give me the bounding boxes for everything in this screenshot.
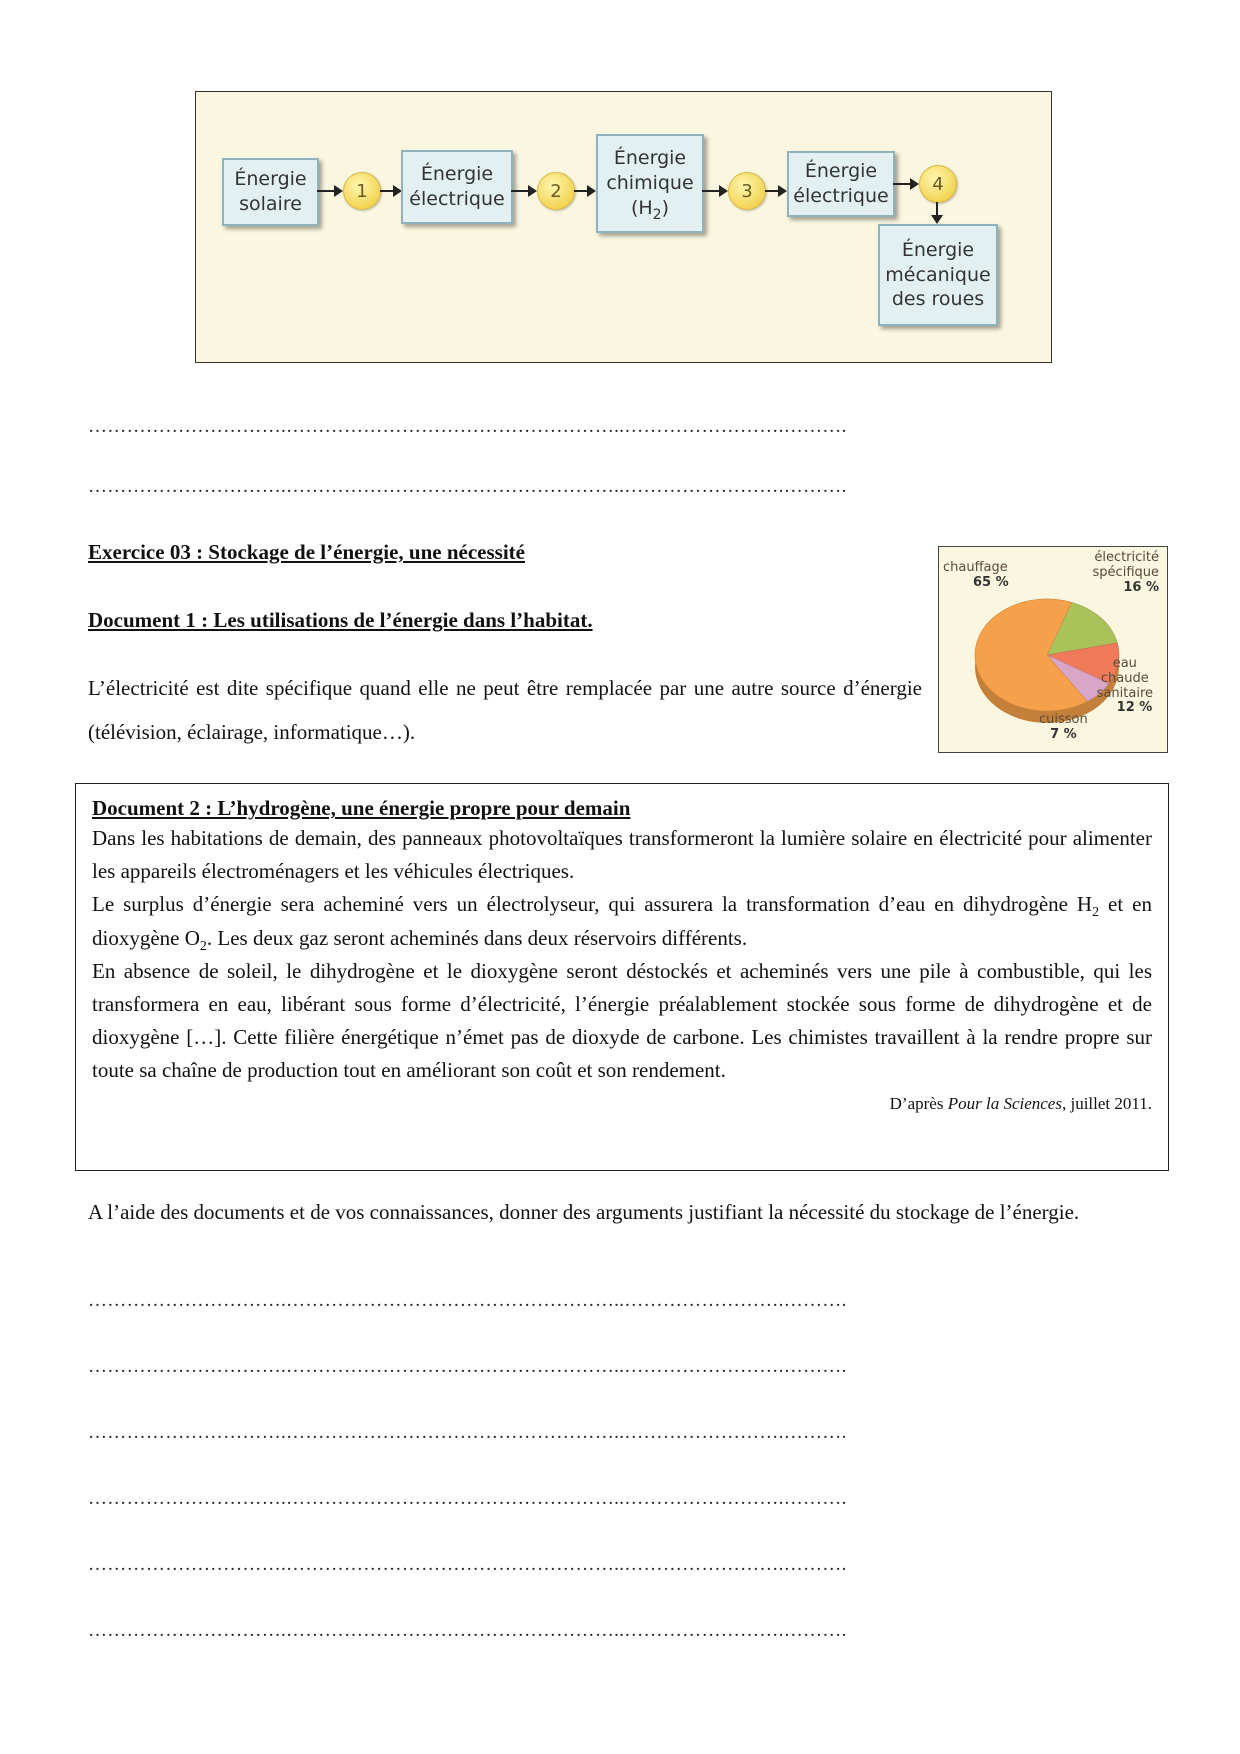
doc2-source [92, 1094, 1152, 1114]
answer-line[interactable]: ………………………….……………………………………………..…………………….………. [88, 416, 847, 437]
box-energie-chimique [596, 134, 704, 233]
subscript: 2 [1092, 905, 1100, 921]
step-number: 2 [550, 180, 562, 202]
step-4 [919, 165, 957, 203]
box-energie-electrique-2 [787, 151, 895, 217]
slice-label: sanitaire [1096, 685, 1153, 701]
step-1 [343, 172, 381, 210]
doc2-title: Document 2 : L’hydrogène, une énergie propre pour demain [92, 796, 631, 820]
answer-line[interactable]: ………………………….……………………………………………..…………………….………. [88, 1488, 847, 1509]
doc1-title: Document 1 : Les utilisations de l’énergie dans l’habitat. [88, 608, 593, 632]
box-line: électrique [793, 185, 889, 207]
slice-value: 7 % [1050, 726, 1077, 742]
subscript: 2 [199, 938, 207, 954]
source-title: Pour la Sciences [947, 1093, 1062, 1113]
text-run: Le surplus d’énergie sera acheminé vers un électrolyseur, qui assurera la transformation d’eau en dihydrogène H [92, 892, 1093, 917]
answer-line[interactable]: ………………………….……………………………………………..…………………….………. [88, 1554, 847, 1575]
slice-label: cuisson [1039, 712, 1088, 727]
arrow [511, 190, 535, 192]
label-cuisson [1039, 713, 1088, 743]
box-line: Énergie [901, 238, 975, 261]
formula-text: ) [661, 196, 670, 219]
doc2-paragraph-2 [92, 888, 1152, 954]
box-line: solaire [239, 193, 302, 215]
answer-line[interactable]: ………………………….……………………………………………..…………………….………. [88, 1422, 847, 1443]
slice-label: eau [1112, 656, 1137, 671]
document-2-box [75, 783, 1169, 1171]
question-text: A l’aide des documents et de vos connaissances, donner des arguments justifiant la nécessité du stockage de l’énergie. [88, 1200, 1080, 1224]
energy-use-pie-chart [938, 546, 1168, 753]
source-prefix: D’après [889, 1093, 948, 1113]
step-2 [537, 172, 575, 210]
text-run: . Les deux gaz seront acheminés dans deux réservoirs différents. [206, 925, 748, 950]
slice-value: 16 % [1123, 579, 1159, 595]
arrow [574, 190, 594, 192]
answer-line[interactable]: ………………………….……………………………………………..…………………….………. [88, 1290, 847, 1311]
box-line [598, 196, 702, 221]
arrow [702, 190, 726, 192]
label-eau-chaude-sanitaire [1096, 656, 1153, 715]
energy-flow-diagram [195, 91, 1052, 363]
answer-line[interactable]: ………………………….……………………………………………..…………………….………. [88, 1620, 847, 1641]
doc1-text: L’électricité est dite spécifique quand elle ne peut être remplacée par une autre source d’énergie (télévision, éclairage, informatique…). [88, 676, 922, 744]
slice-label: chaude [1100, 670, 1149, 686]
arrow [765, 190, 785, 192]
source-suffix: , juillet 2011. [1061, 1093, 1152, 1113]
answer-line[interactable]: ………………………….……………………………………………..…………………….………. [88, 1356, 847, 1377]
doc2-paragraph-1: Dans les habitations de demain, des panneaux photovoltaïques transformeront la lumière solaire en électricité pour alimenter les appareils électroménagers et les véhicules électriques. [92, 826, 1152, 884]
slice-value: 65 % [973, 574, 1009, 590]
step-number: 3 [741, 180, 753, 202]
box-line: Énergie [234, 168, 307, 191]
box-line: des roues [891, 288, 985, 311]
box-energie-solaire [222, 158, 319, 226]
arrow-down [936, 202, 938, 222]
arrow [380, 190, 400, 192]
box-line: chimique [606, 172, 694, 195]
label-chauffage [943, 561, 1009, 591]
answer-line[interactable]: ………………………….……………………………………………..…………………….………. [88, 476, 847, 497]
slice-value: 12 % [1116, 700, 1153, 715]
text-run: et en dioxygène O [92, 892, 1152, 950]
box-line: Énergie [613, 147, 687, 170]
slice-label: spécifique [1092, 564, 1159, 580]
step-number: 4 [932, 173, 944, 195]
label-electricite-specifique [1093, 551, 1159, 596]
formula-text: (H [630, 196, 653, 219]
box-line: mécanique [885, 263, 991, 286]
box-energie-electrique-1 [401, 150, 513, 224]
slice-label: chauffage [943, 560, 1008, 575]
doc2-paragraph-3: En absence de soleil, le dihydrogène et le dioxygène seront déstockés et acheminés vers une pile à combustible, qui les transformera en eau, libérant sous forme d’électricité, l’énergie préalablement stockée sous forme de dihydrogène et de dioxygène […]. Cette filière énergétique n’émet pas de dioxyde de carbone. Les chimistes travaillent à la rendre propre sur toute sa chaîne de production tout en améliorant son coût et son rendement. [92, 958, 1152, 1083]
exercise-title: Exercice 03 : Stockage de l’énergie, une nécessité [88, 540, 525, 564]
box-line: électrique [409, 188, 505, 210]
formula-subscript: 2 [652, 206, 662, 223]
box-line: Énergie [804, 160, 878, 183]
step-3 [728, 172, 766, 210]
step-number: 1 [356, 180, 368, 202]
arrow [893, 183, 917, 185]
box-line: Énergie [420, 163, 494, 186]
arrow [317, 190, 341, 192]
box-energie-mecanique [878, 224, 998, 326]
slice-label: électricité [1094, 550, 1159, 565]
doc2-body [92, 822, 1152, 1088]
